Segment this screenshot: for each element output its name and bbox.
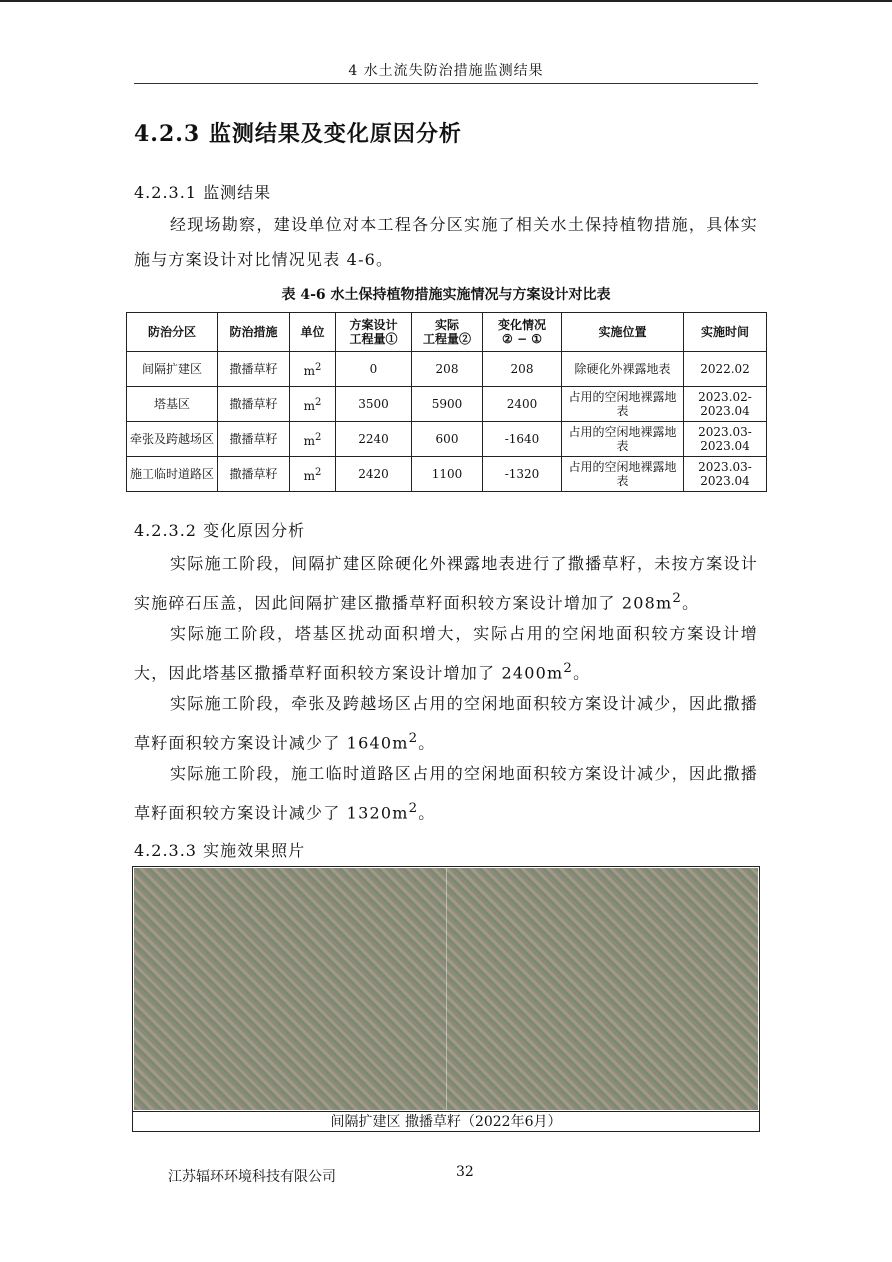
table-row [127, 387, 767, 422]
unit-base: m [303, 433, 315, 448]
analysis-heading: 4.2.3.2 变化原因分析 [134, 521, 306, 540]
header-zone: 防治分区 [127, 313, 218, 352]
header-design-quantity [336, 313, 412, 352]
header-location: 实施位置 [562, 313, 684, 352]
cell-unit [290, 457, 336, 492]
unit-superscript: 2 [315, 466, 322, 478]
results-intro-paragraph: 经现场勘察，建设单位对本工程各分区实施了相关水土保持植物措施，具体实施与方案设计对比情况见表 4-6。 [134, 215, 758, 269]
analysis-p2-superscript: 2 [563, 661, 574, 676]
table-row [127, 352, 767, 387]
cell-design: 3500 [336, 387, 412, 422]
cell-actual: 600 [412, 422, 483, 457]
analysis-p4-end: 。 [418, 803, 436, 823]
header-change-line2: ② − ① [502, 332, 542, 346]
cell-actual: 208 [412, 352, 483, 387]
cell-time: 2023.02-2023.04 [684, 387, 767, 422]
header-change [483, 313, 562, 352]
unit-superscript: 2 [315, 431, 322, 443]
cell-unit [290, 352, 336, 387]
table-caption: 表 4-6 水土保持植物措施实施情况与方案设计对比表 [281, 287, 611, 303]
cell-zone: 间隔扩建区 [127, 352, 218, 387]
unit-base: m [303, 468, 315, 483]
page-top-border [0, 0, 892, 2]
header-rule [134, 83, 758, 84]
analysis-p2-text: 实际施工阶段，塔基区扰动面积增大，实际占用的空闲地面积较方案设计增大，因此塔基区撒播草籽面积较方案设计增加了 2400m [134, 624, 758, 683]
site-photo [134, 868, 758, 1110]
cell-measure: 撒播草籽 [218, 422, 290, 457]
analysis-p3-text: 实际施工阶段，牵张及跨越场区占用的空闲地面积较方案设计减少，因此撒播草籽面积较方案设计减少了 1640m [134, 694, 758, 753]
analysis-p1-superscript: 2 [672, 591, 683, 606]
running-header: 4 水土流失防治措施监测结果 [348, 63, 544, 79]
cell-actual: 1100 [412, 457, 483, 492]
table-row [127, 422, 767, 457]
cell-zone: 塔基区 [127, 387, 218, 422]
table-header-row [127, 313, 767, 352]
results-heading: 4.2.3.1 监测结果 [134, 183, 272, 202]
analysis-p4-superscript: 2 [408, 801, 419, 816]
cell-design: 2240 [336, 422, 412, 457]
unit-superscript: 2 [315, 361, 322, 373]
photos-heading: 4.2.3.3 实施效果照片 [134, 841, 306, 860]
cell-time: 2022.02 [684, 352, 767, 387]
section-title: 4.2.3 监测结果及变化原因分析 [134, 121, 462, 147]
cell-measure: 撒播草籽 [218, 457, 290, 492]
analysis-paragraph-1 [134, 546, 758, 620]
cell-time: 2023.03-2023.04 [684, 457, 767, 492]
cell-change: -1640 [483, 422, 562, 457]
photo-frame [132, 866, 760, 1132]
cell-change: 2400 [483, 387, 562, 422]
analysis-p3-end: 。 [418, 733, 436, 753]
header-unit: 单位 [290, 313, 336, 352]
cell-zone: 牵张及跨越场区 [127, 422, 218, 457]
analysis-p3-superscript: 2 [408, 731, 419, 746]
header-measure: 防治措施 [218, 313, 290, 352]
analysis-p1-text: 实际施工阶段，间隔扩建区除硬化外裸露地表进行了撒播草籽，未按方案设计实施碎石压盖，因此间隔扩建区撒播草籽面积较方案设计增加了 208m [134, 554, 758, 613]
cell-design: 0 [336, 352, 412, 387]
cell-change: -1320 [483, 457, 562, 492]
header-change-line1: 变化情况 [497, 318, 546, 332]
unit-base: m [303, 363, 315, 378]
analysis-paragraph-4 [134, 756, 758, 830]
cell-unit [290, 422, 336, 457]
cell-actual: 5900 [412, 387, 483, 422]
cell-measure: 撒播草籽 [218, 387, 290, 422]
header-design-line2: 工程量① [349, 332, 398, 346]
unit-superscript: 2 [315, 396, 322, 408]
table-row [127, 457, 767, 492]
analysis-p4-text: 实际施工阶段，施工临时道路区占用的空闲地面积较方案设计减少，因此撒播草籽面积较方案设计减少了 1320m [134, 764, 758, 823]
cell-design: 2420 [336, 457, 412, 492]
analysis-p2-end: 。 [573, 663, 591, 683]
analysis-p1-end: 。 [682, 593, 700, 613]
cell-location: 占用的空闲地裸露地表 [562, 422, 684, 457]
header-actual-quantity [412, 313, 483, 352]
comparison-table [126, 312, 767, 492]
footer-company: 江苏辐环环境科技有限公司 [168, 1169, 336, 1185]
photo-divider [446, 868, 447, 1110]
cell-time: 2023.03-2023.04 [684, 422, 767, 457]
photo-caption: 间隔扩建区 撒播草籽（2022年6月） [133, 1111, 759, 1132]
header-actual-line1: 实际 [434, 318, 459, 332]
cell-change: 208 [483, 352, 562, 387]
unit-base: m [303, 398, 315, 413]
cell-location: 除硬化外裸露地表 [562, 352, 684, 387]
cell-unit [290, 387, 336, 422]
cell-zone: 施工临时道路区 [127, 457, 218, 492]
header-design-line1: 方案设计 [349, 318, 398, 332]
cell-measure: 撒播草籽 [218, 352, 290, 387]
header-actual-line2: 工程量② [422, 332, 471, 346]
header-time: 实施时间 [684, 313, 767, 352]
cell-location: 占用的空闲地裸露地表 [562, 457, 684, 492]
page-number: 32 [456, 1164, 474, 1180]
analysis-paragraph-2 [134, 616, 758, 690]
cell-location: 占用的空闲地裸露地表 [562, 387, 684, 422]
analysis-paragraph-3 [134, 686, 758, 760]
